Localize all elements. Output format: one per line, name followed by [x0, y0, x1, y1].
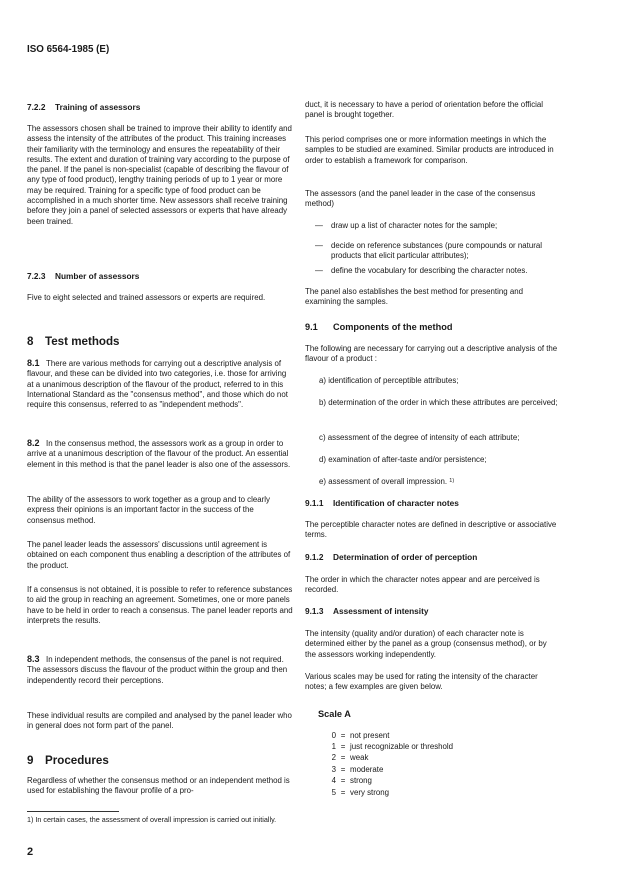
footnote: 1) In certain cases, the assessment of overall impression is carried out initially. — [27, 815, 277, 824]
paragraph-8-2-ability: The ability of the assessors to work together as a group and to clearly express their opinions is an important factor in the success of the consensus method. — [27, 495, 270, 525]
section-title: Components of the method — [333, 322, 453, 332]
list-item: c) assessment of the degree of intensity of each attribute; — [319, 433, 520, 442]
section-number: 9.1.3 — [305, 606, 324, 616]
list-item-e: e) assessment of overall impression. $^{1)}$ — [319, 477, 455, 486]
heading-9-1 — [305, 322, 452, 332]
section-number: 9 — [27, 754, 34, 767]
paragraph-components: The following are necessary for carrying out a descriptive analysis of the flavour of a product : — [305, 344, 558, 364]
scale-row: 5 = very strong — [331, 788, 390, 797]
paragraph-training: The assessors chosen shall be trained to improve their ability to identify and assess the intensity of the attributes of the product. This training increases their familiarity with the terminology and ensures the repeatability of their results. The extent and duration of training vary according to the purpose of the panel. If the panel is non-specialist (capable of describing the flavour of any type of food product), lengthy training periods of up to 1 year or more may be required. Training for a specific type of food product can be accomplished in a much shorter time. New assessors shall receive training before they join a panel of selected assessors or experts that have already been trained. — [27, 124, 292, 226]
section-title: Procedures — [45, 754, 109, 767]
heading-8 — [27, 335, 120, 348]
paragraph-8-3-results: These individual results are compiled and analysed by the panel leader who in general does not form part of the panel. — [27, 711, 292, 731]
paragraph-8-2-leader: The panel leader leads the assessors' discussions until agreement is obtained on each component thus enabling a description of the attributes of the product. — [27, 540, 291, 570]
list-item: d) examination of after-taste and/or persistence; — [319, 455, 487, 464]
paragraph-presentation: The panel also establishes the best method for presenting and examining the samples. — [305, 287, 524, 307]
paragraph-scales: Various scales may be used for rating the intensity of the character notes; a few examples are given below. — [305, 672, 538, 692]
page-number: 2 — [27, 846, 34, 858]
paragraph-procedures: Regardless of whether the consensus method or an independent method is used for establishing the flavour profile of a pro- — [27, 776, 290, 796]
section-title: Assessment of intensity — [333, 606, 429, 616]
heading-9-1-2 — [305, 552, 477, 562]
list-item: b) determination of the order in which these attributes are perceived; — [319, 398, 558, 407]
paragraph-8-2 — [27, 438, 293, 470]
section-number: 8 — [27, 335, 34, 348]
dash-item: — define the vocabulary for describing the character notes. — [315, 266, 528, 275]
clause-text: There are various methods for carrying out a descriptive analysis of flavour, and these can be divided into two categories, i.e. those for arriving at a unanimous description of the flavour of the product, referred to in this International Standard as the "consensus method", and those which do not require this consensus, referred to as "independent methods". — [27, 359, 288, 410]
clause-number: 8.2 — [27, 438, 40, 448]
scale-title: Scale A — [318, 709, 351, 719]
dash-item: — decide on reference substances (pure compounds or natural products that elicit particular attributes); — [315, 241, 542, 261]
paragraph-orientation-cont: duct, it is necessary to have a period of orientation before the official panel is brought together. — [305, 100, 544, 120]
heading-9 — [27, 754, 109, 767]
scale-row: 4 = strong — [331, 776, 372, 785]
heading-7-2-3 — [27, 271, 139, 281]
clause-number: 8.3 — [27, 654, 40, 664]
paragraph-8-1 — [27, 358, 293, 410]
paragraph-number-of-assessors: Five to eight selected and trained assessors or experts are required. — [27, 293, 266, 302]
section-title: Test methods — [45, 335, 120, 348]
section-number: 7.2.2 — [27, 102, 46, 112]
heading-9-1-1 — [305, 498, 459, 508]
section-number: 9.1 — [305, 322, 318, 332]
dash-item: — draw up a list of character notes for the sample; — [315, 221, 498, 230]
scale-row: 3 = moderate — [331, 765, 384, 774]
dash-marker: — — [315, 266, 323, 275]
paragraph-8-2-reference: If a consensus is not obtained, it is possible to refer to reference substances to aid the group in reaching an agreement. Sometimes, one or more panels have to be held in order to reach a consensus. The panel leader reports and interprets the results. — [27, 585, 293, 625]
section-title: Determination of order of perception — [333, 552, 478, 562]
list-item: a) identification of perceptible attributes; — [319, 376, 459, 385]
scale-row: 1 = just recognizable or threshold — [331, 742, 454, 751]
scale-row: 0 = not present — [331, 731, 390, 740]
section-number: 7.2.3 — [27, 271, 46, 281]
clause-text: In the consensus method, the assessors work as a group in order to arrive at a unanimous description of the flavour of the product. An essential element in this method is that the panel leader is also one of the assessors. — [27, 439, 291, 469]
document-id: ISO 6564-1985 (E) — [27, 44, 110, 55]
section-title: Identification of character notes — [333, 498, 459, 508]
paragraph-intensity: The intensity (quality and/or duration) of each character note is determined either by the panel as a group (consensus method), or by the assessors working independently. — [305, 629, 547, 659]
paragraph-identification: The perceptible character notes are defined in descriptive or associative terms. — [305, 520, 557, 540]
section-title: Number of assessors — [55, 271, 140, 281]
paragraph-assessors-method: The assessors (and the panel leader in the case of the consensus method) — [305, 189, 536, 209]
heading-9-1-3 — [305, 606, 428, 616]
clause-number: 8.1 — [27, 358, 40, 368]
footnote-rule — [27, 811, 119, 812]
paragraph-information-meetings: This period comprises one or more information meetings in which the samples to be studied are examined. Similar products are introduced in order to establish a framework for comparison. — [305, 135, 554, 165]
heading-7-2-2 — [27, 102, 140, 112]
dash-marker: — — [315, 241, 323, 250]
paragraph-order: The order in which the character notes appear and are perceived is recorded. — [305, 575, 540, 595]
dash-marker: — — [315, 221, 323, 230]
section-number: 9.1.2 — [305, 552, 324, 562]
paragraph-8-3 — [27, 654, 293, 686]
footnote-reference: 1) — [449, 478, 455, 484]
scale-row: 2 = weak — [331, 753, 369, 762]
clause-text: In independent methods, the consensus of the panel is not required. The assessors discuss the flavour of the product within the group and then independently record their perceptions. — [27, 655, 288, 685]
section-number: 9.1.1 — [305, 498, 324, 508]
section-title: Training of assessors — [55, 102, 141, 112]
